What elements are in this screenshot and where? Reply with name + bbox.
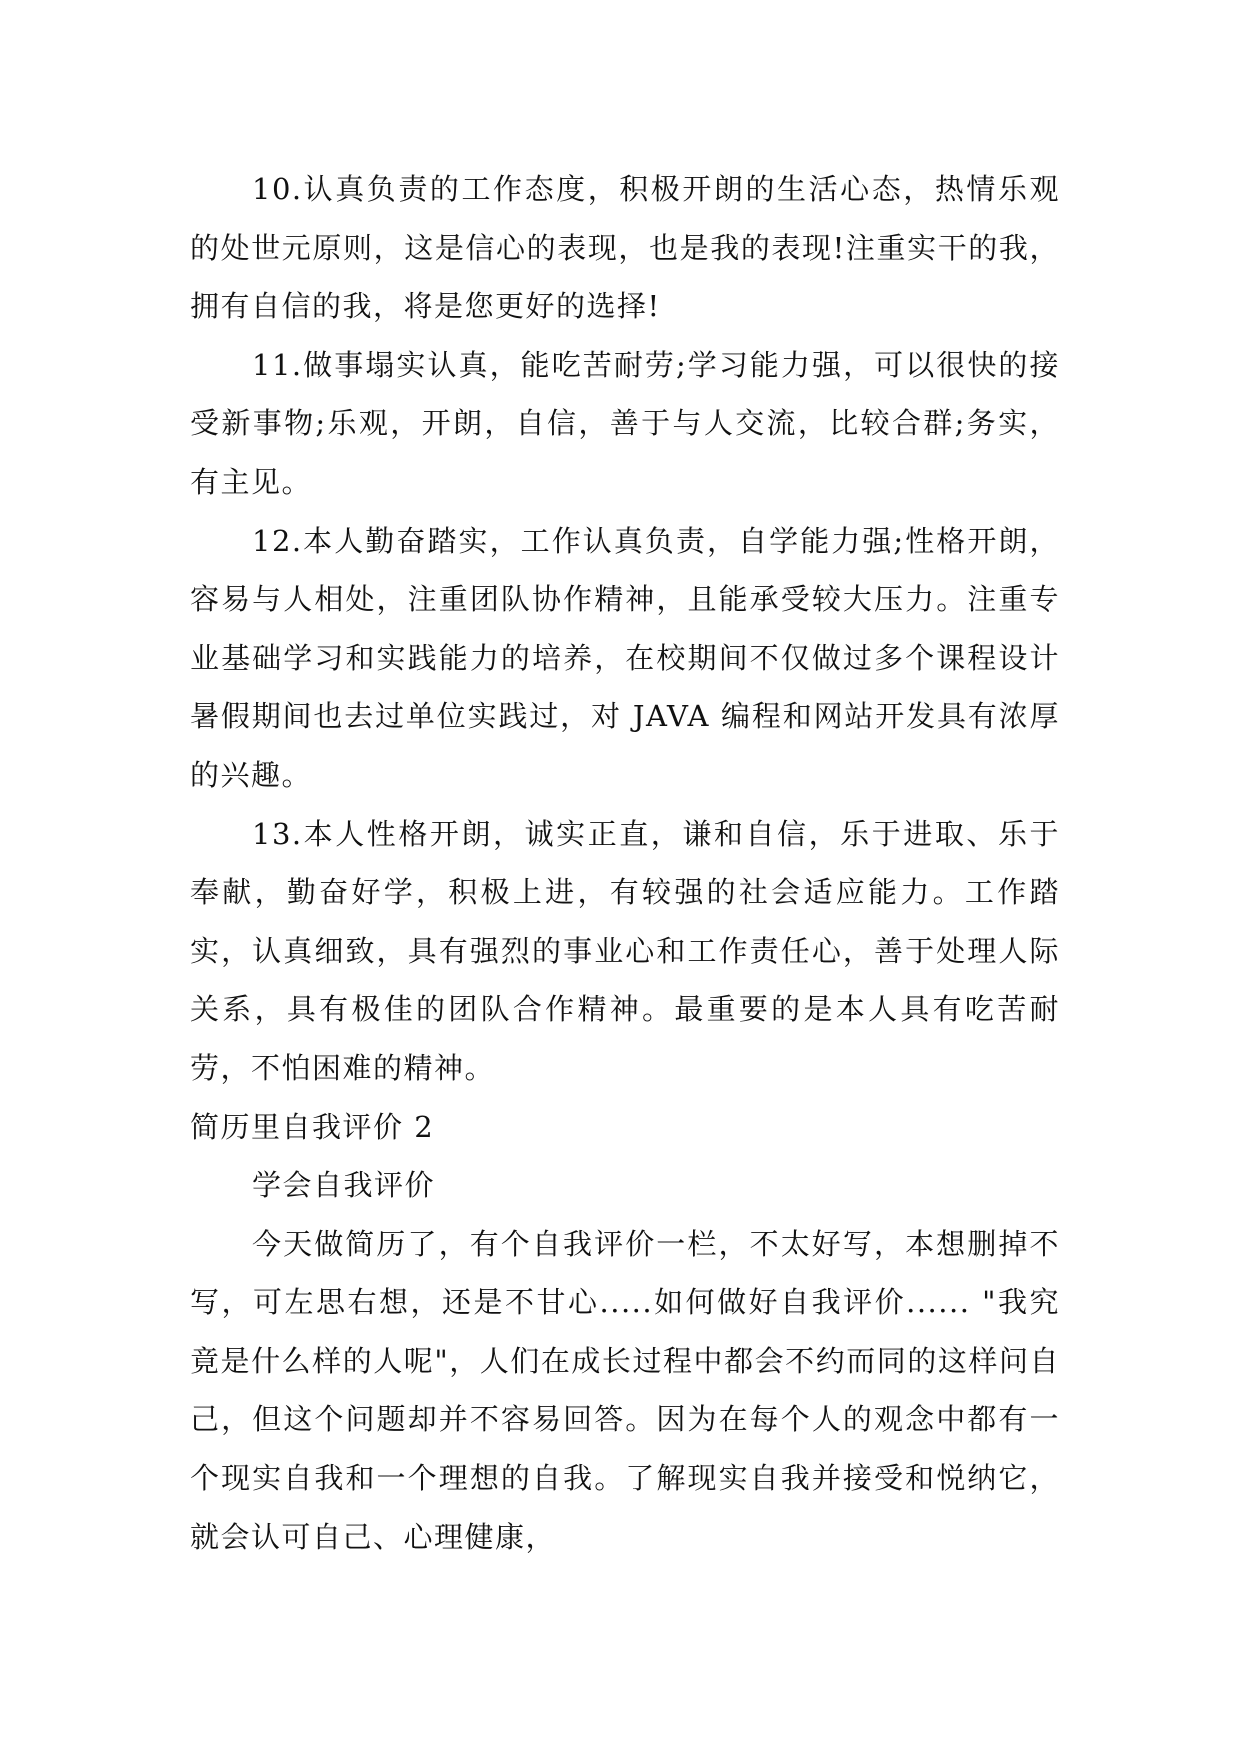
paragraph-13: 13.本人性格开朗，诚实正直，谦和自信，乐于进取、乐于奉献，勤奋好学，积极上进，有较强的社会适应能力。工作踏实，认真细致，具有强烈的事业心和工作责任心，善于处理人际关系，具有极佳的团队合作精神。最重要的是本人具有吃苦耐劳，不怕困难的精神。 [190, 816, 1060, 1085]
paragraph-11: 11.做事塌实认真，能吃苦耐劳;学习能力强，可以很快的接受新事物;乐观，开朗，自信，善于与人交流，比较合群;务实，有主见。 [190, 347, 1060, 499]
paragraph-10: 10.认真负责的工作态度，积极开朗的生活心态，热情乐观的处世元原则，这是信心的表现，也是我的表现!注重实干的我，拥有自信的我，将是您更好的选择! [190, 172, 1060, 324]
section-heading: 简历里自我评价 2 [190, 1109, 435, 1144]
subheading: 学会自我评价 [252, 1168, 436, 1203]
intro-paragraph: 今天做简历了，有个自我评价一栏，不太好写，本想删掉不写，可左思右想，还是不甘心.....如何做好自我评价...... "我究竟是什么样的人呢"，人们在成长过程中都会不约而同的这样问自己，但这个问题却并不容易回答。因为在每个人的观念中都有一个现实自我和一个理想的自我。了解现实自我并接受和悦纳它，就会认可自己、心理健康， [190, 1226, 1060, 1554]
paragraph-12: 12.本人勤奋踏实，工作认真负责，自学能力强;性格开朗，容易与人相处，注重团队协作精神，且能承受较大压力。注重专业基础学习和实践能力的培养，在校期间不仅做过多个课程设计暑假期间也去过单位实践过，对 JAVA 编程和网站开发具有浓厚的兴趣。 [190, 523, 1060, 792]
document-body [190, 160, 1060, 1566]
